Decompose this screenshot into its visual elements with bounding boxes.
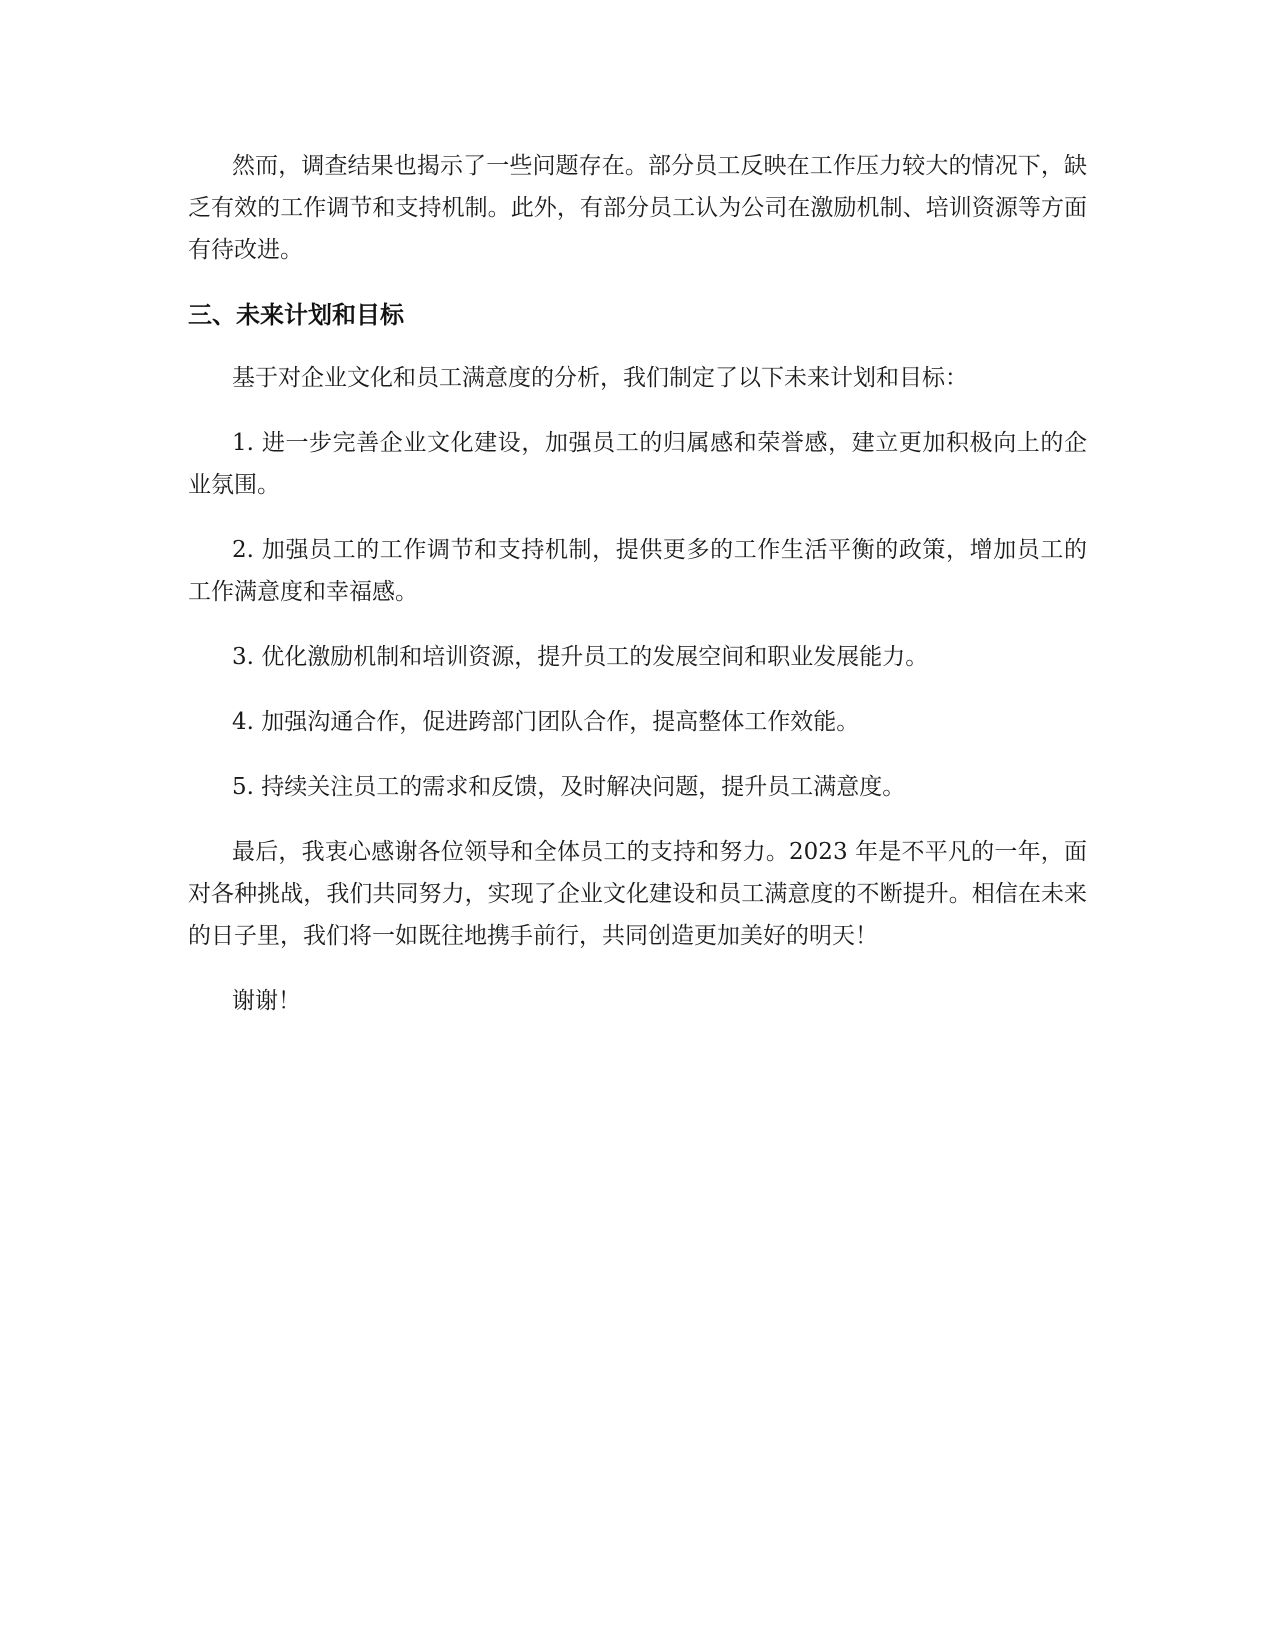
- closing-paragraph: 最后，我衷心感谢各位领导和全体员工的支持和努力。2023 年是不平凡的一年，面对各种挑战，我们共同努力，实现了企业文化建设和员工满意度的不断提升。相信在未来的日子里，我们将一如既往地携手前行，共同创造更加美好的明天！: [188, 839, 1087, 949]
- plan-item-4: 4. 加强沟通合作，促进跨部门团队合作，提高整体工作效能。: [232, 709, 860, 735]
- lead-paragraph: 基于对企业文化和员工满意度的分析，我们制定了以下未来计划和目标：: [232, 365, 968, 391]
- intro-paragraph: 然而，调查结果也揭示了一些问题存在。部分员工反映在工作压力较大的情况下，缺乏有效的工作调节和支持机制。此外，有部分员工认为公司在激励机制、培训资源等方面有待改进。: [188, 153, 1087, 263]
- plan-item-3: 3. 优化激励机制和培训资源，提升员工的发展空间和职业发展能力。: [232, 644, 929, 670]
- document-body: [188, 145, 1087, 1045]
- plan-item-1: 1. 进一步完善企业文化建设，加强员工的归属感和荣誉感，建立更加积极向上的企业氛围。: [188, 430, 1087, 498]
- plan-item-2: 2. 加强员工的工作调节和支持机制，提供更多的工作生活平衡的政策，增加员工的工作满意度和幸福感。: [188, 537, 1087, 605]
- section-heading: 三、未来计划和目标: [188, 301, 404, 329]
- plan-item-5: 5. 持续关注员工的需求和反馈，及时解决问题，提升员工满意度。: [232, 774, 906, 800]
- thanks-paragraph: 谢谢！: [232, 988, 301, 1014]
